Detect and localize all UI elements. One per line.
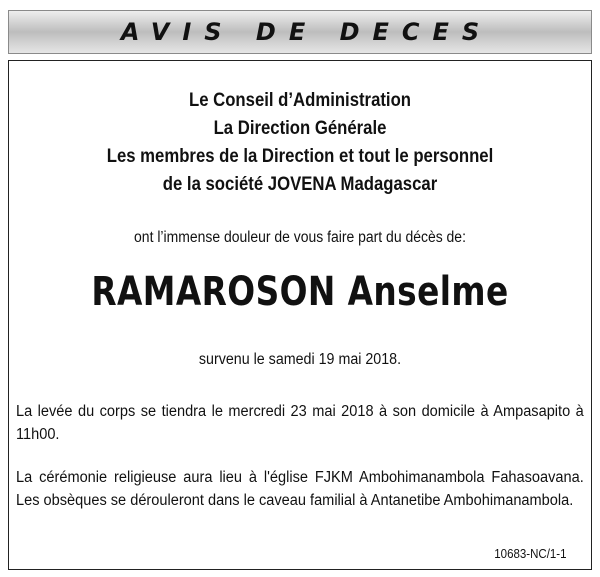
paragraph-ceremony: La cérémonie religieuse aura lieu à l'église FJKM Ambohimanambola Fahasoavana. Les obsèques se dérouleront dans le caveau familial à Antanetibe Ambohimanambola. — [16, 469, 584, 509]
intro-text: ont l’immense douleur de vous faire part du décès de: — [134, 229, 466, 246]
paragraph-funeral-procession: La levée du corps se tiendra le mercredi 23 mai 2018 à son domicile à Ampasapito à 11h00. — [16, 403, 584, 443]
organizations-block — [44, 87, 556, 199]
death-date: survenu le samedi 19 mai 2018. — [198, 351, 402, 368]
reference-code: 10683-NC/1-1 — [494, 547, 567, 561]
organization-line: Le Conseil d’Administration — [188, 90, 412, 111]
notice-header — [8, 10, 592, 54]
organization-line: de la société JOVENA Madagascar — [162, 174, 438, 195]
organization-line: Les membres de la Direction et tout le personnel — [106, 146, 494, 167]
deceased-name: RAMAROSON Anselme — [91, 269, 509, 315]
organization-line: La Direction Générale — [213, 118, 387, 139]
notice-body — [8, 60, 592, 570]
notice-title: AVIS DE DECES — [120, 18, 493, 46]
